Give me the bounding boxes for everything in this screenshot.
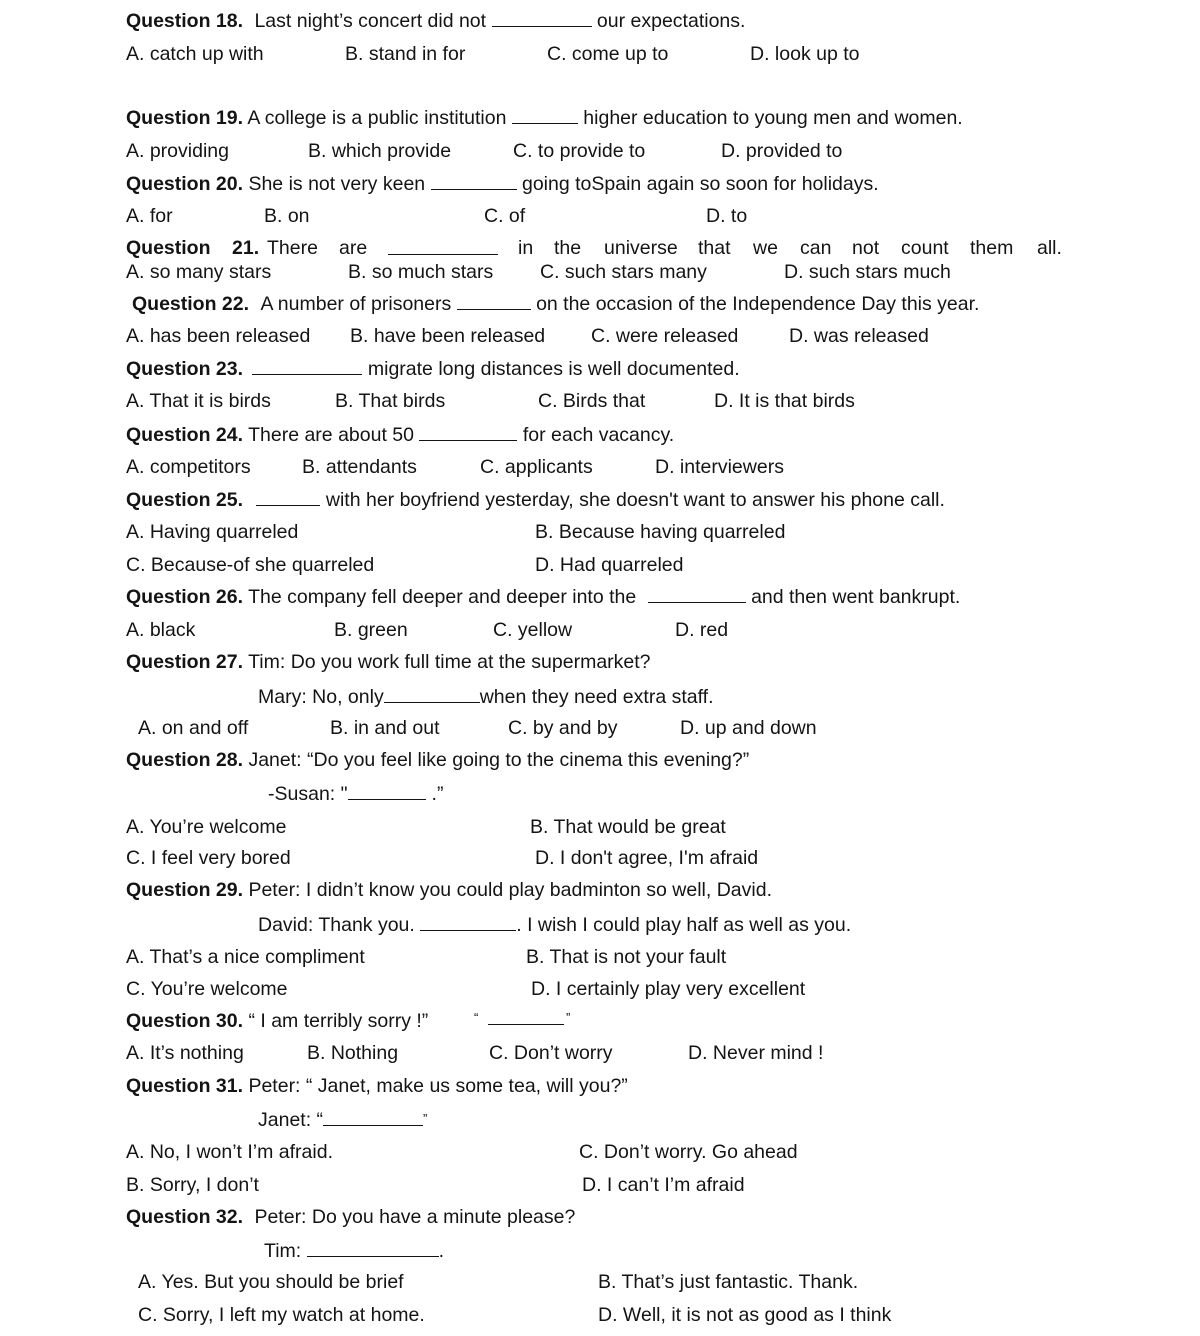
option-c: C. to provide to — [513, 140, 646, 162]
question-number: Question 19. — [126, 107, 244, 129]
question-text: Last night’s concert did not — [254, 10, 487, 32]
question-text: “ I am terribly sorry !” — [248, 1010, 429, 1032]
question-24-stem — [126, 422, 674, 447]
question-text: on the occasion of the Independence Day this year. — [536, 293, 980, 315]
option-d: D. provided to — [721, 140, 843, 162]
option-a: A. catch up with — [126, 43, 264, 65]
question-number: Question 30. — [126, 1010, 244, 1032]
question-text: with her boyfriend yesterday, she doesn't want to answer his phone call. — [325, 489, 945, 511]
option-d: D. Had quarreled — [535, 554, 684, 576]
question-text: A college is a public institution — [247, 107, 507, 129]
option-a: A. That it is birds — [126, 390, 271, 412]
question-number: Question 26. — [126, 586, 244, 608]
option-c: C. such stars many — [540, 261, 707, 283]
quote-close: ” — [566, 1010, 571, 1025]
option-d: D. look up to — [750, 43, 860, 65]
question-text: when they need extra staff. — [479, 686, 714, 708]
option-c: C. You’re welcome — [126, 978, 288, 1000]
option-d: D. I can’t I’m afraid — [582, 1174, 745, 1196]
option-a: A. black — [126, 619, 196, 641]
option-c: C. by and by — [508, 717, 618, 739]
question-text: are — [339, 237, 368, 259]
question-23-stem — [126, 356, 740, 381]
option-b: B. have been released — [350, 325, 546, 347]
option-d: D. Well, it is not as good as I think — [598, 1304, 892, 1326]
question-text: . I wish I could play half as well as you. — [516, 914, 852, 936]
dialogue-line — [258, 684, 714, 709]
option-c: C. come up to — [547, 43, 669, 65]
question-text: Peter: Do you have a minute please? — [254, 1206, 576, 1228]
option-c: C. yellow — [493, 619, 573, 641]
question-text: Janet: “ — [258, 1109, 324, 1131]
option-a: A. has been released — [126, 325, 311, 347]
question-text: higher education to young men and women. — [583, 107, 963, 129]
question-25-stem — [126, 487, 945, 512]
question-text: David: Thank you. — [258, 914, 415, 936]
question-text: the — [554, 237, 582, 259]
question-text: Peter: I didn’t know you could play badminton so well, David. — [248, 879, 772, 901]
question-28-stem — [126, 748, 749, 772]
question-number: Question 27. — [126, 651, 244, 673]
question-31-stem — [126, 1074, 628, 1098]
question-text: -Susan: " — [268, 783, 348, 805]
option-d: D. I don't agree, I'm afraid — [535, 847, 759, 869]
option-a: A. competitors — [126, 456, 251, 478]
question-text: A number of prisoners — [260, 293, 452, 315]
option-b: B. on — [264, 205, 310, 227]
question-text: we — [753, 237, 778, 259]
question-26-stem — [126, 584, 960, 609]
option-b: B. That’s just fantastic. Thank. — [598, 1271, 859, 1293]
question-text: universe — [604, 237, 678, 259]
question-number: 21. — [232, 237, 260, 259]
option-a: A. Having quarreled — [126, 521, 299, 543]
option-a: A. Yes. But you should be brief — [138, 1271, 404, 1293]
question-text: Tim: Do you work full time at the supermarket? — [248, 651, 651, 673]
question-number: Question 31. — [126, 1075, 244, 1097]
answer-blank — [431, 171, 517, 190]
option-b: B. That birds — [335, 390, 446, 412]
question-text: She is not very keen — [248, 173, 426, 195]
question-number: Question — [126, 237, 211, 259]
option-a: A. It’s nothing — [126, 1042, 244, 1064]
option-d: D. was released — [789, 325, 929, 347]
question-text: can — [800, 237, 832, 259]
option-d: D. Never mind ! — [688, 1042, 824, 1064]
option-a: A. so many stars — [126, 261, 272, 283]
answer-blank — [419, 422, 517, 441]
option-c: C. Because-of she quarreled — [126, 554, 375, 576]
question-text: .” — [431, 783, 444, 805]
option-c: C. Birds that — [538, 390, 646, 412]
answer-blank — [348, 781, 426, 800]
question-30-stem — [126, 1009, 428, 1033]
question-text: in — [518, 237, 534, 259]
question-29-stem — [126, 878, 772, 902]
question-text: The company fell deeper and deeper into the — [248, 586, 637, 608]
option-b: B. green — [334, 619, 408, 641]
question-number: Question 24. — [126, 424, 244, 446]
quote-open: “ — [474, 1010, 479, 1025]
option-d: D. up and down — [680, 717, 817, 739]
option-c: C. applicants — [480, 456, 593, 478]
dialogue-line — [258, 1107, 427, 1132]
option-d: D. to — [706, 205, 748, 227]
option-b: B. in and out — [330, 717, 440, 739]
question-number: Question 29. — [126, 879, 244, 901]
option-b: B. so much stars — [348, 261, 494, 283]
option-c: C. I feel very bored — [126, 847, 291, 869]
option-d: D. red — [675, 619, 729, 641]
question-text: them — [970, 237, 1014, 259]
answer-blank — [323, 1107, 423, 1126]
question-text: Peter: “ Janet, make us some tea, will you?” — [248, 1075, 628, 1097]
question-number: Question 20. — [126, 173, 244, 195]
option-b: B. attendants — [302, 456, 417, 478]
answer-blank — [488, 1006, 564, 1031]
question-20-stem — [126, 171, 879, 196]
answer-blank — [307, 1238, 439, 1257]
question-text: that — [698, 237, 731, 259]
question-number: Question 32. — [126, 1206, 244, 1228]
question-text: our expectations. — [596, 10, 746, 32]
option-b: B. Because having quarreled — [535, 521, 786, 543]
option-d: D. It is that birds — [714, 390, 855, 412]
option-a: A. for — [126, 205, 173, 227]
question-text: There are about 50 — [248, 424, 414, 446]
question-text: Janet: “Do you feel like going to the cinema this evening?” — [248, 749, 750, 771]
option-a: A. No, I won’t I’m afraid. — [126, 1141, 333, 1163]
option-b: B. That would be great — [530, 816, 726, 838]
question-27-stem — [126, 650, 651, 674]
option-c: C. Don’t worry. Go ahead — [579, 1141, 798, 1163]
question-text: and then went bankrupt. — [751, 586, 961, 608]
question-text: There — [267, 237, 318, 259]
answer-blank — [512, 105, 578, 124]
question-number: Question 25. — [126, 489, 244, 511]
answer-blank — [457, 291, 531, 310]
option-a: A. on and off — [138, 717, 249, 739]
question-18-stem — [126, 8, 745, 33]
answer-blank — [252, 356, 362, 375]
option-c: C. Sorry, I left my watch at home. — [138, 1304, 425, 1326]
question-32-stem — [126, 1205, 575, 1229]
dialogue-line — [268, 781, 443, 806]
question-text: Tim: — [264, 1240, 302, 1262]
question-text: not — [852, 237, 880, 259]
option-a: A. That’s a nice compliment — [126, 946, 365, 968]
question-text: all. — [1037, 237, 1062, 259]
option-b: B. stand in for — [345, 43, 466, 65]
dialogue-line — [258, 912, 851, 937]
question-text: going toSpain again so soon for holidays. — [521, 173, 879, 195]
question-19-stem — [126, 105, 963, 130]
question-22-stem — [132, 291, 979, 316]
question-text: migrate long distances is well documented. — [367, 358, 740, 380]
option-b: B. Nothing — [307, 1042, 399, 1064]
question-text: count — [901, 237, 949, 259]
answer-blank — [388, 236, 498, 261]
option-d: D. interviewers — [655, 456, 784, 478]
option-d: D. such stars much — [784, 261, 951, 283]
answer-blank — [648, 584, 746, 603]
question-number: Question 18. — [126, 10, 244, 32]
option-d: D. I certainly play very excellent — [531, 978, 806, 1000]
option-c: C. Don’t worry — [489, 1042, 613, 1064]
question-text: . — [438, 1240, 445, 1262]
question-number: Question 23. — [126, 358, 244, 380]
dialogue-line — [264, 1238, 444, 1263]
answer-blank — [492, 8, 592, 27]
option-b: B. Sorry, I don’t — [126, 1174, 259, 1196]
answer-blank — [420, 912, 516, 931]
option-b: B. That is not your fault — [526, 946, 727, 968]
option-a: A. providing — [126, 140, 229, 162]
question-number: Question 22. — [132, 293, 250, 315]
question-text: for each vacancy. — [522, 424, 675, 446]
question-text: ” — [423, 1111, 428, 1126]
answer-blank — [384, 684, 480, 703]
question-number: Question 28. — [126, 749, 244, 771]
question-text: Mary: No, only — [258, 686, 384, 708]
option-a: A. You’re welcome — [126, 816, 287, 838]
answer-blank — [256, 487, 320, 506]
option-c: C. were released — [591, 325, 739, 347]
option-b: B. which provide — [308, 140, 452, 162]
option-c: C. of — [484, 205, 526, 227]
